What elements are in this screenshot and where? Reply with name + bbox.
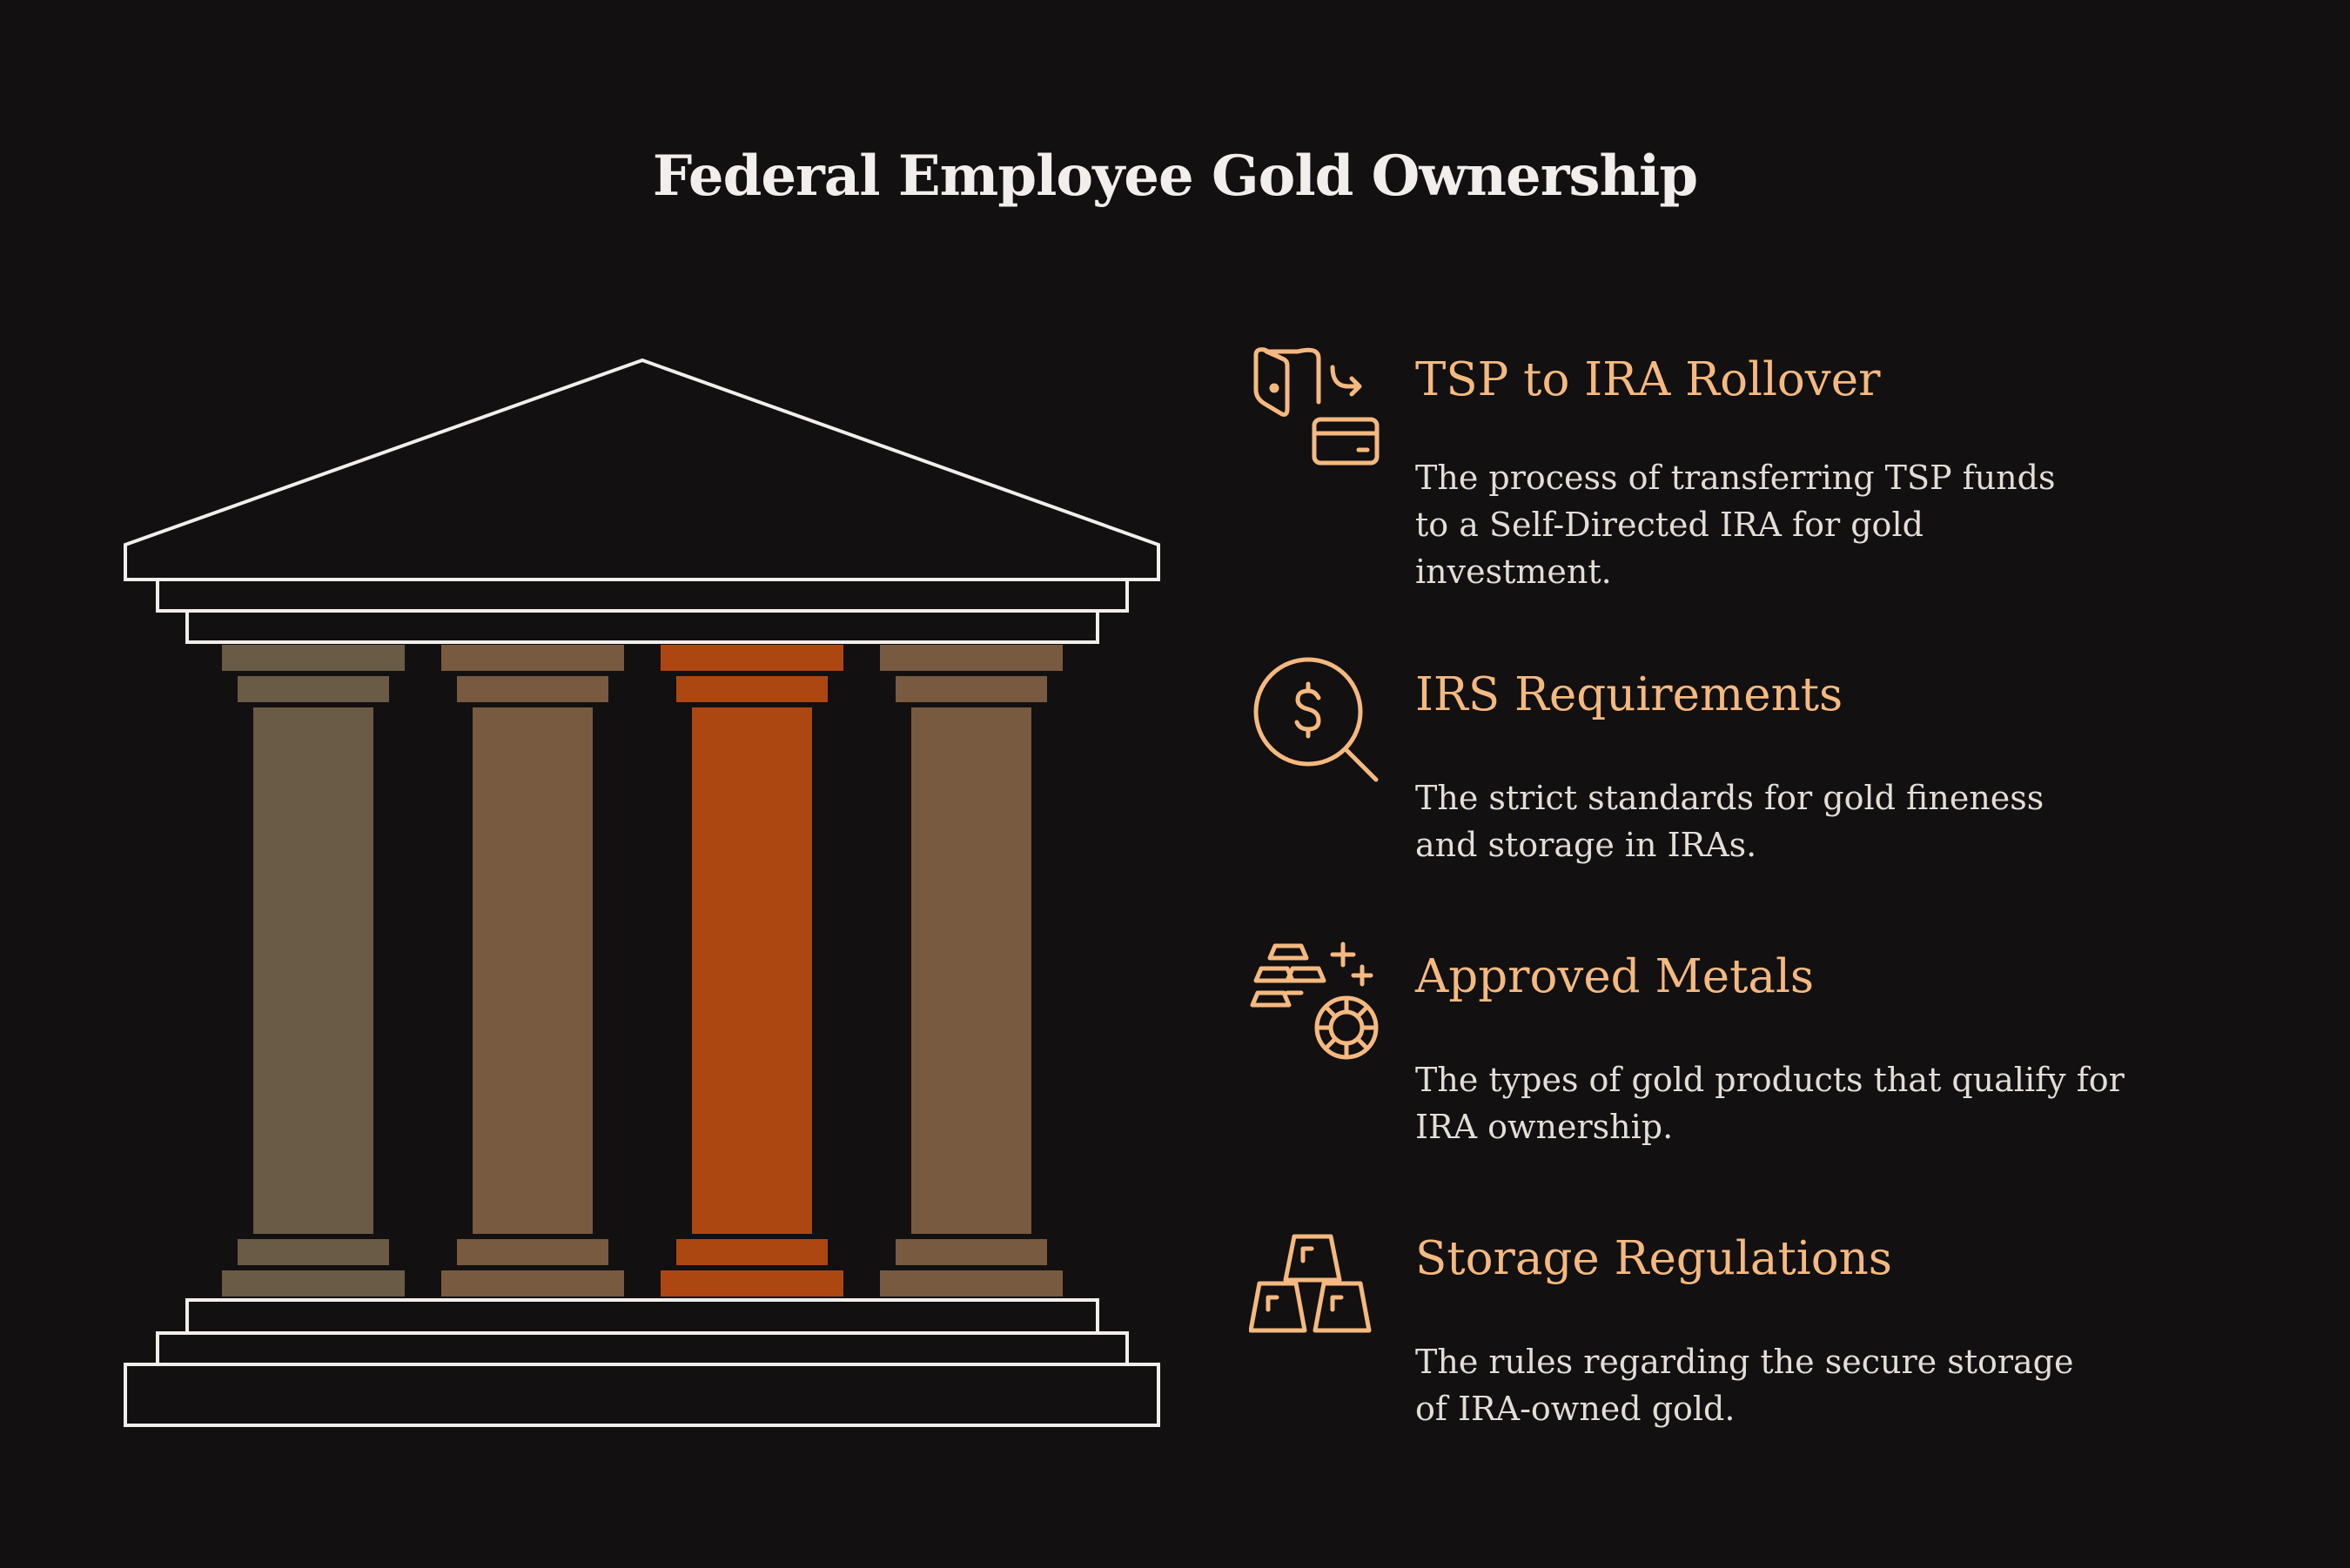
item-desc-approved-metals: The types of gold products that qualify for IRA ownership. bbox=[1415, 1061, 2125, 1146]
rollover-wallet-card-icon bbox=[1249, 341, 1380, 472]
temple-diagram bbox=[0, 0, 1219, 1479]
temple-entablature-lower bbox=[187, 611, 1098, 642]
gold-bars-coin-icon bbox=[1249, 935, 1380, 1066]
page-title: Federal Employee Gold Ownership bbox=[652, 144, 1698, 209]
temple-entablature-upper bbox=[158, 580, 1127, 611]
temple-base-top bbox=[187, 1300, 1098, 1333]
item-desc-storage-regulations: The rules regarding the secure storage of IRA-owned gold. bbox=[1415, 1343, 2074, 1428]
pillar-2 bbox=[441, 645, 624, 1297]
item-title-irs-requirements: IRS Requirements bbox=[1415, 668, 1843, 721]
item-desc-tsp-rollover: The process of transferring TSP funds to a Self-Directed IRA for gold investment. bbox=[1415, 459, 2056, 591]
pillar-4 bbox=[880, 645, 1063, 1297]
item-desc-irs-requirements: The strict standards for gold fineness and storage in IRAs. bbox=[1415, 779, 2044, 864]
item-title-storage-regulations: Storage Regulations bbox=[1415, 1232, 1892, 1285]
pillar-1 bbox=[222, 645, 405, 1297]
item-title-approved-metals: Approved Metals bbox=[1415, 950, 1815, 1003]
temple-roof bbox=[125, 360, 1158, 580]
temple-base-middle bbox=[158, 1333, 1127, 1364]
temple-base-bottom bbox=[125, 1364, 1158, 1425]
item-title-tsp-rollover: TSP to IRA Rollover bbox=[1415, 353, 1881, 406]
pillar-3 bbox=[661, 645, 843, 1297]
dollar-search-icon bbox=[1249, 654, 1380, 785]
stacked-gold-bars-icon bbox=[1249, 1231, 1380, 1362]
